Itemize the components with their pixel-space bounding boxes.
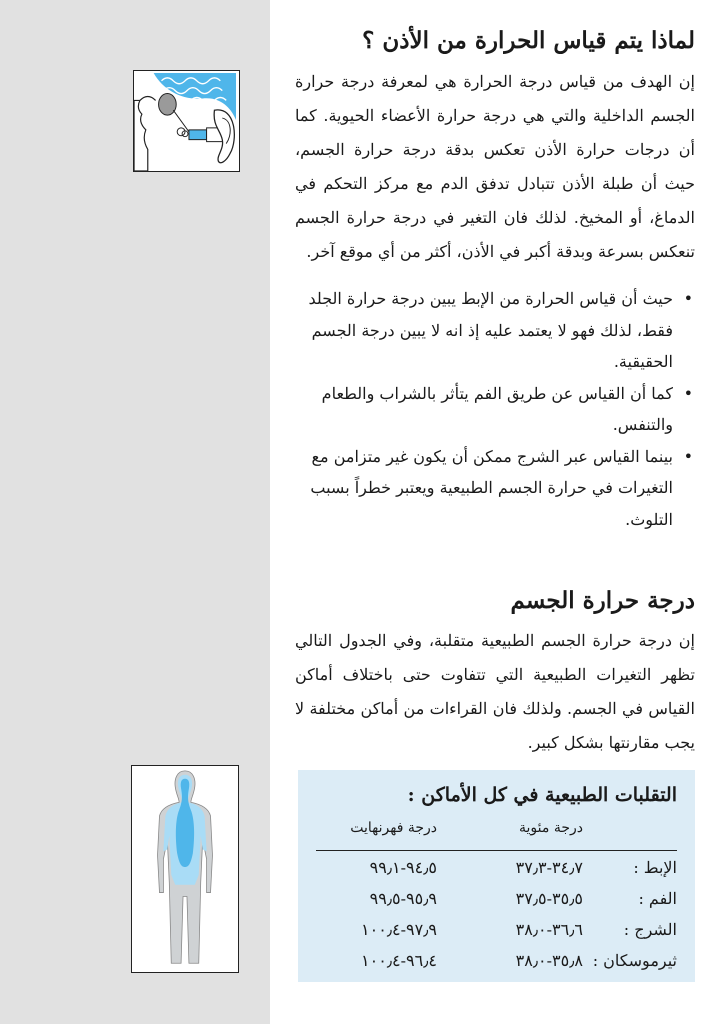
table-title: التقلبات الطبيعية في كل الأماكن : bbox=[407, 784, 677, 806]
measurement-methods-list bbox=[300, 283, 695, 535]
list-item: • بينما القياس عبر الشرج ممكن أن يكون غير متزامن مع التغيرات في حرارة الجسم الطبيعية ويعتبر خطراً بسبب التلوث. bbox=[300, 441, 695, 536]
row-site: الفم : bbox=[638, 889, 677, 908]
table-row bbox=[298, 951, 695, 983]
row-fahrenheit: ٩٥٫٩-٩٩٫٥ bbox=[369, 889, 437, 908]
table-row bbox=[298, 889, 695, 921]
row-fahrenheit: ٩٧٫٩-١٠٠٫٤ bbox=[361, 920, 437, 939]
row-celsius: ٣٥٫٨-٣٨٫٠ bbox=[515, 951, 583, 970]
row-celsius: ٣٥٫٥-٣٧٫٥ bbox=[515, 889, 583, 908]
row-site: الشرج : bbox=[623, 920, 677, 939]
table-row bbox=[298, 858, 695, 890]
row-celsius: ٣٦٫٦-٣٨٫٠ bbox=[515, 920, 583, 939]
row-site: الإبط : bbox=[633, 858, 677, 877]
list-item: • حيث أن قياس الحرارة من الإبط يبين درجة حرارة الجلد فقط، لذلك فهو لا يعتمد عليه إذ انه لا يبين درجة الجسم الحقيقية. bbox=[300, 283, 695, 378]
column-header-celsius: درجة مئوية bbox=[519, 820, 583, 836]
ear-paragraph: إن الهدف من قياس درجة الحرارة هي لمعرفة درجة حرارة الجسم الداخلية والتي هي درجة حرارة الأعضاء الحيوية. كما أن درجات حرارة الأذن تعكس بدقة درجة حرارة الجسم، حيث أن طبلة الأذن تتبادل تدفق الدم مع مركز التحكم في الدماغ، أو المخيخ. لذلك فان التغير في درجة حرارة الجسم تنعكس بسرعة وبدقة أكبر في الأذن، أكثر من أي موقع آخر. bbox=[295, 72, 695, 261]
section-heading-ear: لماذا يتم قياس الحرارة من الأذن ؟ bbox=[362, 27, 695, 54]
row-fahrenheit: ٩٦٫٤-١٠٠٫٤ bbox=[361, 951, 437, 970]
ear-thermometer-illustration bbox=[133, 70, 240, 172]
list-item: • كما أن القياس عن طريق الفم يتأثر بالشراب والطعام والتنفس. bbox=[300, 378, 695, 441]
section-heading-body-temp: درجة حرارة الجسم bbox=[510, 587, 695, 614]
temperature-ranges-table bbox=[298, 770, 695, 982]
body-heat-illustration bbox=[131, 765, 239, 973]
column-header-fahrenheit: درجة فهرنهايت bbox=[350, 820, 437, 836]
body-temp-paragraph: إن درجة حرارة الجسم الطبيعية متقلبة، وفي الجدول التالي تظهر التغيرات الطبيعية التي تتفاوت حتى باختلاف أماكن القياس في الجسم. ولذلك فان القراءات من أماكن مختلفة لا يجب مقارنتها بشكل كبير. bbox=[295, 631, 695, 752]
table-row bbox=[298, 920, 695, 952]
table-divider bbox=[316, 850, 677, 851]
row-fahrenheit: ٩٤٫٥-٩٩٫١ bbox=[369, 858, 437, 877]
row-site: ثيرموسكان : bbox=[592, 951, 677, 970]
row-celsius: ٣٤٫٧-٣٧٫٣ bbox=[515, 858, 583, 877]
